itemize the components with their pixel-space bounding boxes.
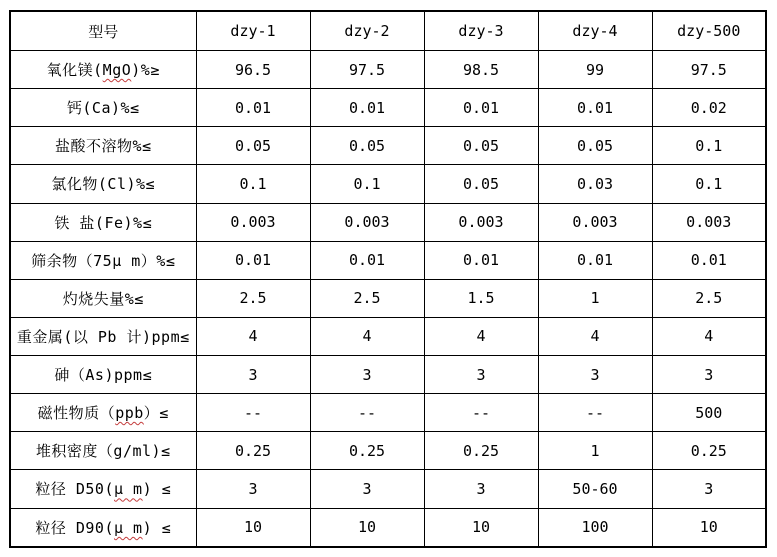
- value-cell: 0.003: [538, 203, 652, 241]
- value-cell: 0.01: [310, 241, 424, 279]
- value-cell: 0.003: [196, 203, 310, 241]
- row-label-text: 灼烧失量%≤: [62, 289, 144, 308]
- row-label-text: 粒径 D90(: [35, 518, 114, 537]
- value-cell: 97.5: [652, 51, 766, 89]
- row-label-text: 铁 盐(Fe)%≤: [54, 213, 153, 232]
- value-cell: 10: [424, 508, 538, 547]
- value-cell: 0.05: [310, 127, 424, 165]
- row-label: [10, 470, 196, 508]
- row-label: [10, 89, 196, 127]
- header-cell-model: 型号: [10, 11, 196, 51]
- value-cell: 3: [310, 356, 424, 394]
- value-cell: 0.01: [310, 89, 424, 127]
- value-cell: 0.05: [538, 127, 652, 165]
- value-cell: 1: [538, 279, 652, 317]
- value-cell: 0.05: [196, 127, 310, 165]
- value-cell: 3: [196, 470, 310, 508]
- value-cell: 0.01: [538, 241, 652, 279]
- value-cell: 4: [538, 317, 652, 355]
- value-cell: 3: [424, 470, 538, 508]
- header-cell-dzy-1: dzy-1: [196, 11, 310, 51]
- value-cell: 0.1: [310, 165, 424, 203]
- value-cell: 0.01: [196, 241, 310, 279]
- row-label-text: )%≥: [131, 61, 160, 80]
- row-label-text: 重金属(以 Pb 计)ppm≤: [16, 327, 190, 346]
- row-label-text: 氧化镁(: [46, 61, 103, 80]
- value-cell: 0.003: [424, 203, 538, 241]
- value-cell: 98.5: [424, 51, 538, 89]
- value-cell: 2.5: [196, 279, 310, 317]
- row-label-text: 堆积密度（g/ml)≤: [35, 442, 171, 461]
- value-cell: 0.25: [310, 432, 424, 470]
- spec-table-container: [9, 10, 767, 548]
- table-row: [10, 432, 766, 470]
- header-row: [10, 11, 766, 51]
- value-cell: --: [196, 394, 310, 432]
- table-row: [10, 279, 766, 317]
- value-cell: 50-60: [538, 470, 652, 508]
- value-cell: 0.1: [652, 165, 766, 203]
- value-cell: 3: [652, 356, 766, 394]
- row-label: [10, 432, 196, 470]
- value-cell: 3: [652, 470, 766, 508]
- value-cell: 3: [310, 470, 424, 508]
- table-row: [10, 394, 766, 432]
- spellcheck-marked-text: MgO: [102, 61, 132, 80]
- value-cell: 10: [196, 508, 310, 547]
- row-label-text: 钙(Ca)%≤: [66, 99, 140, 118]
- row-label: [10, 165, 196, 203]
- row-label-text: ）≤: [143, 404, 169, 423]
- row-label-text: 盐酸不溶物%≤: [54, 137, 152, 156]
- row-label: [10, 241, 196, 279]
- spellcheck-marked-text: ppb: [115, 404, 144, 423]
- value-cell: 0.01: [196, 89, 310, 127]
- row-label: [10, 127, 196, 165]
- value-cell: 0.03: [538, 165, 652, 203]
- row-label: [10, 203, 196, 241]
- value-cell: --: [538, 394, 652, 432]
- value-cell: 97.5: [310, 51, 424, 89]
- row-label-text: 砷（As)ppm≤: [54, 366, 153, 385]
- value-cell: 500: [652, 394, 766, 432]
- header-cell-dzy-500: dzy-500: [652, 11, 766, 51]
- value-cell: 4: [424, 317, 538, 355]
- value-cell: 0.05: [424, 127, 538, 165]
- row-label: [10, 356, 196, 394]
- value-cell: 99: [538, 51, 652, 89]
- row-label: [10, 51, 196, 89]
- spellcheck-marked-text: μ m: [113, 480, 143, 499]
- value-cell: 1.5: [424, 279, 538, 317]
- value-cell: 0.25: [652, 432, 766, 470]
- value-cell: 4: [196, 317, 310, 355]
- value-cell: 2.5: [652, 279, 766, 317]
- row-label-text: ) ≤: [142, 518, 172, 537]
- row-label: [10, 279, 196, 317]
- value-cell: --: [424, 394, 538, 432]
- product-spec-table: [9, 10, 767, 548]
- value-cell: 4: [652, 317, 766, 355]
- value-cell: 3: [196, 356, 310, 394]
- value-cell: 0.01: [424, 241, 538, 279]
- table-body: [10, 51, 766, 548]
- header-cell-dzy-4: dzy-4: [538, 11, 652, 51]
- table-row: [10, 51, 766, 89]
- value-cell: 0.02: [652, 89, 766, 127]
- header-cell-dzy-2: dzy-2: [310, 11, 424, 51]
- value-cell: 3: [538, 356, 652, 394]
- value-cell: 0.1: [652, 127, 766, 165]
- value-cell: 0.25: [424, 432, 538, 470]
- value-cell: 96.5: [196, 51, 310, 89]
- value-cell: 4: [310, 317, 424, 355]
- value-cell: 3: [424, 356, 538, 394]
- value-cell: 10: [652, 508, 766, 547]
- table-row: [10, 241, 766, 279]
- value-cell: 0.1: [196, 165, 310, 203]
- row-label-text: 磁性物质（: [37, 404, 116, 423]
- table-row: [10, 508, 766, 547]
- table-row: [10, 317, 766, 355]
- value-cell: 0.003: [652, 203, 766, 241]
- value-cell: 0.003: [310, 203, 424, 241]
- table-row: [10, 203, 766, 241]
- value-cell: 0.01: [538, 89, 652, 127]
- value-cell: 2.5: [310, 279, 424, 317]
- row-label-text: 氯化物(Cl)%≤: [51, 175, 156, 194]
- row-label: [10, 508, 196, 547]
- row-label-text: 粒径 D50(: [35, 480, 114, 499]
- value-cell: 0.01: [424, 89, 538, 127]
- row-label: [10, 394, 196, 432]
- value-cell: 0.05: [424, 165, 538, 203]
- spellcheck-marked-text: μ m: [113, 518, 143, 537]
- row-label-text: ) ≤: [142, 480, 172, 499]
- row-label-text: 筛余物（75μ m）%≤: [31, 251, 176, 270]
- value-cell: 10: [310, 508, 424, 547]
- value-cell: --: [310, 394, 424, 432]
- value-cell: 100: [538, 508, 652, 547]
- table-row: [10, 356, 766, 394]
- table-row: [10, 470, 766, 508]
- header-cell-dzy-3: dzy-3: [424, 11, 538, 51]
- value-cell: 1: [538, 432, 652, 470]
- row-label: [10, 317, 196, 355]
- table-row: [10, 89, 766, 127]
- table-row: [10, 165, 766, 203]
- value-cell: 0.25: [196, 432, 310, 470]
- table-row: [10, 127, 766, 165]
- value-cell: 0.01: [652, 241, 766, 279]
